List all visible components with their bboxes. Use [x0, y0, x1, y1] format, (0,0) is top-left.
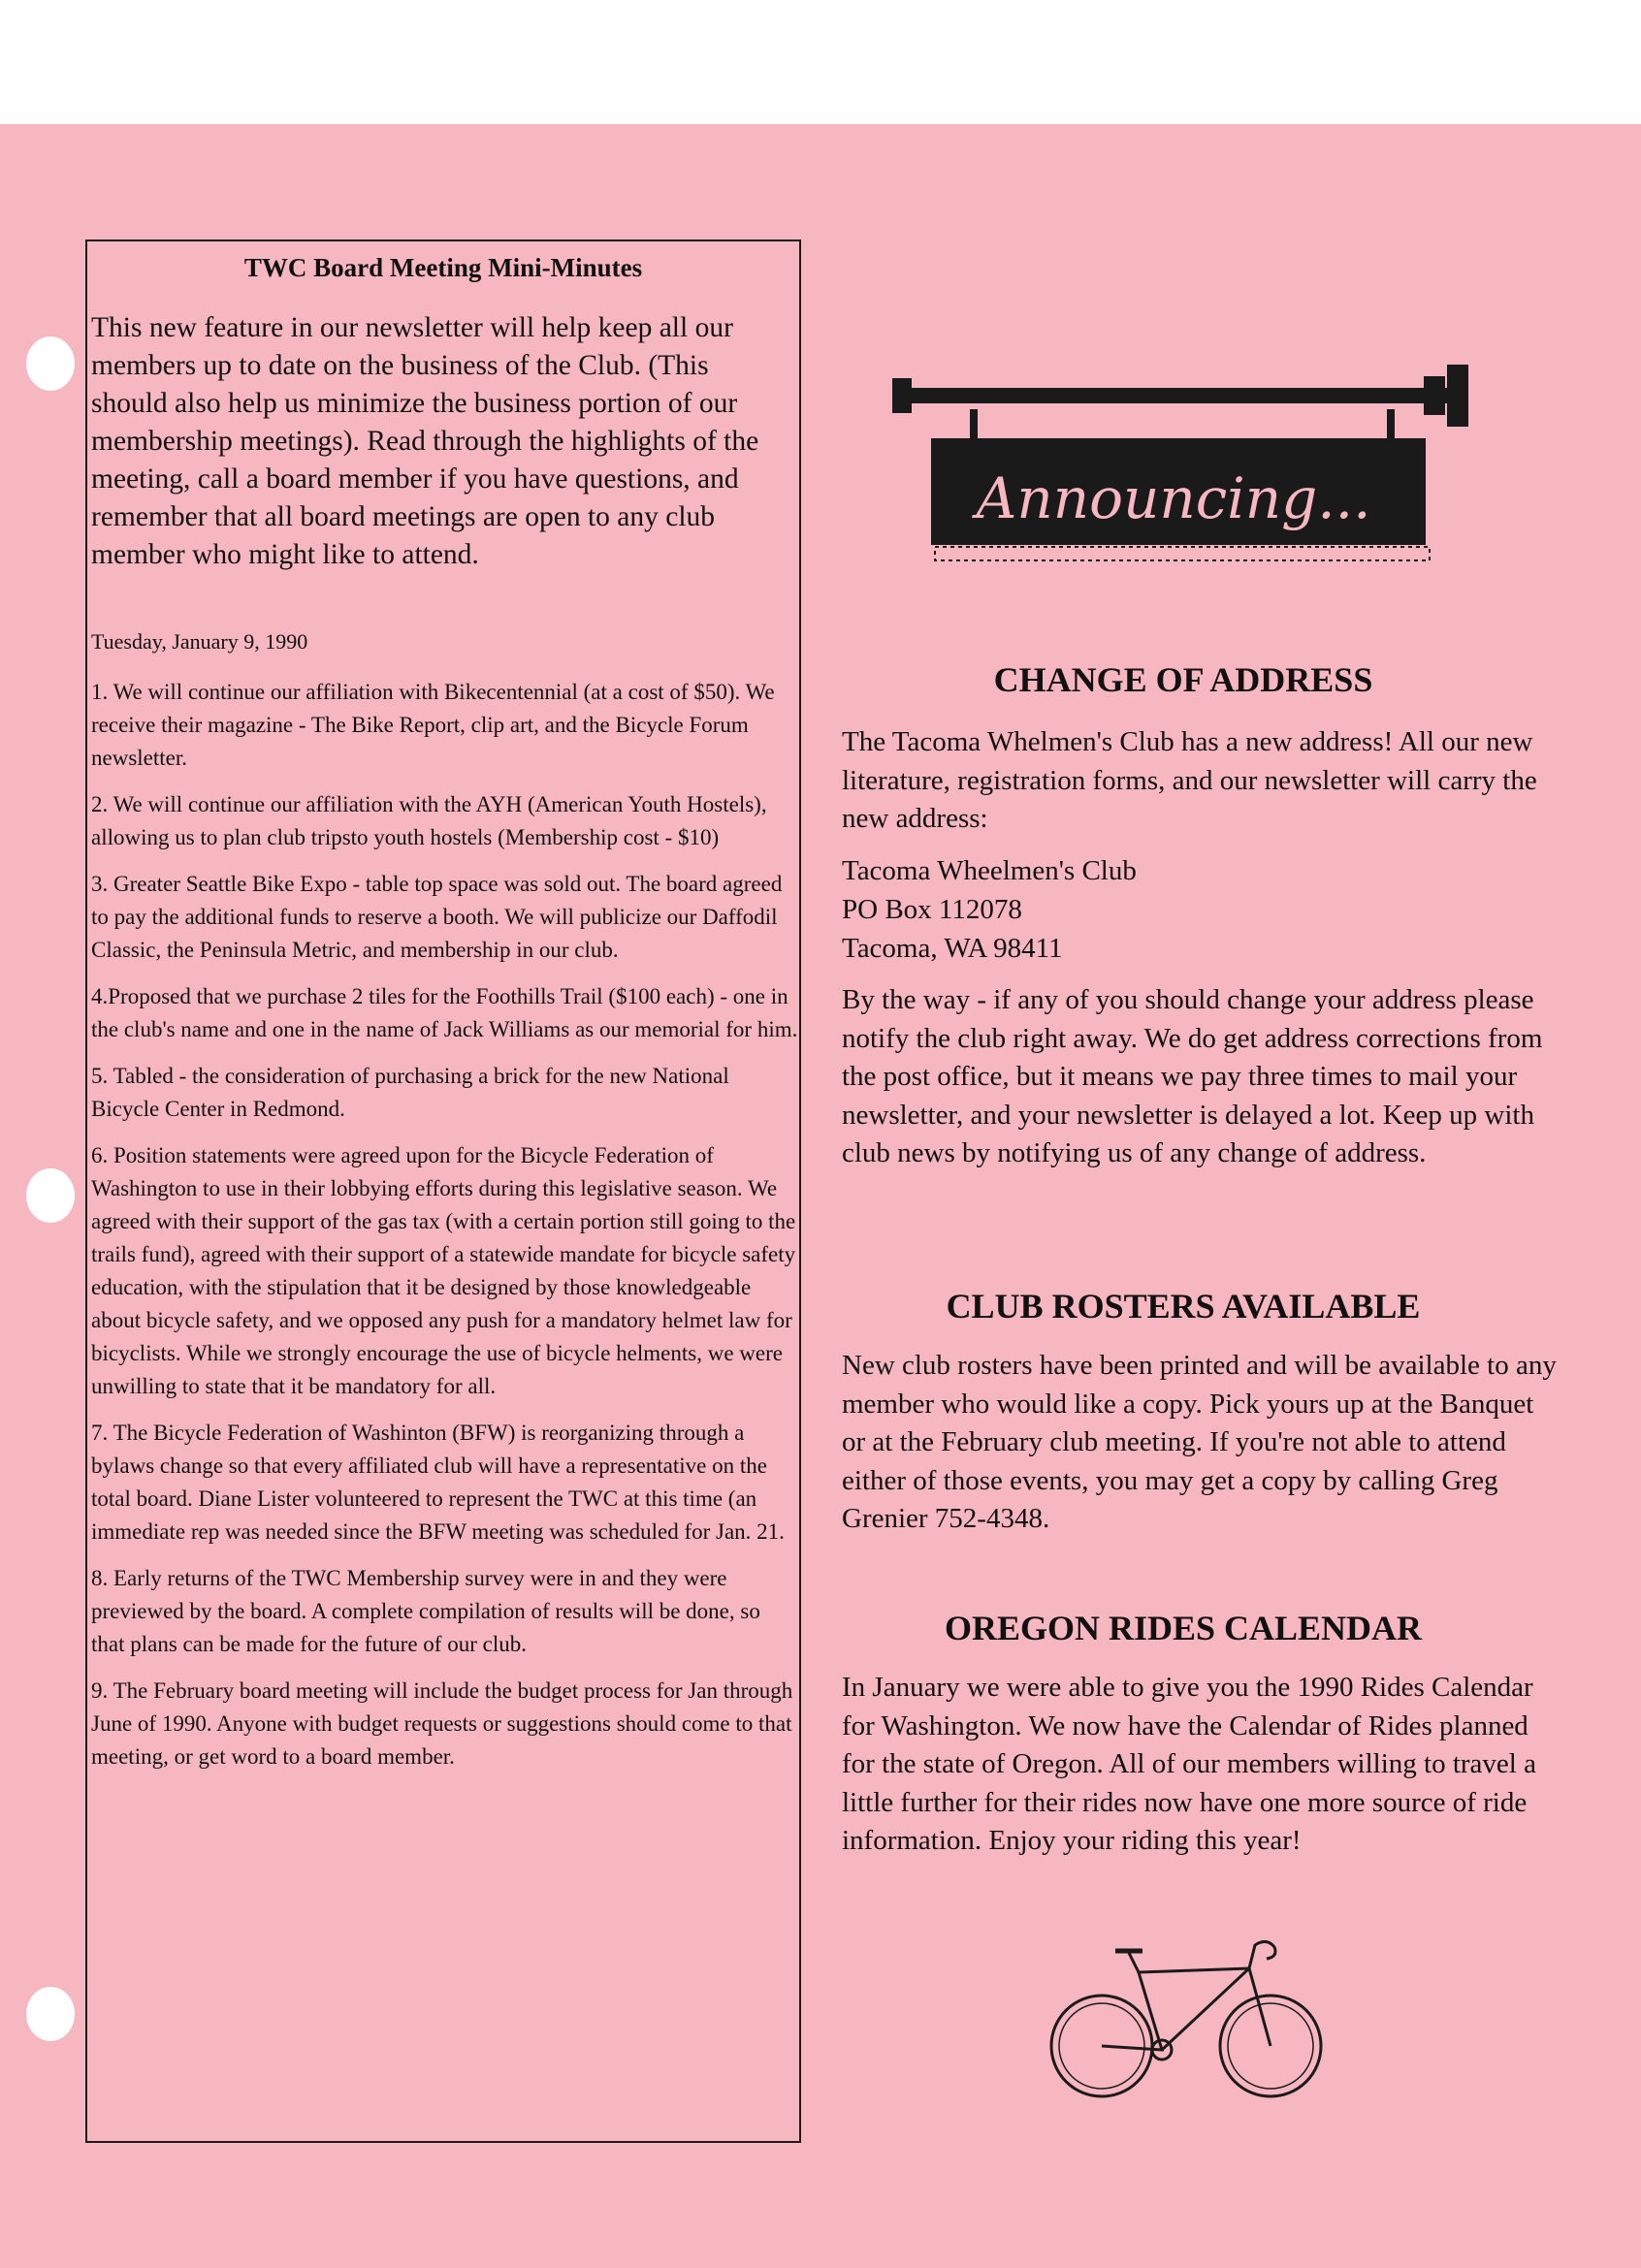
announcing-banner [892, 353, 1474, 586]
minutes-item: 6. Position statements were agreed upon for the Bicycle Federation of Washington to use in their lobbying efforts during this legislative season. We agreed with their support of the gas tax (with a certain portion still going to the trails fund), agreed with their support of a statewide mandate for bicycle safety education, with the stipulation that it be designed by those knowledgeable about bicycle safety, and we opposed any push for a mandatory helmet law for bicyclists. While we strongly encourage the use of bicycle helments, we were unwilling to state that it be mandatory for all. [91, 1143, 796, 1398]
bicycle-icon [1046, 1922, 1327, 2104]
minutes-item: 9. The February board meeting will include the budget process for Jan through June of 1990. Anyone with budget requests or suggestions should come to that meeting, or get word to a board member. [91, 1678, 793, 1769]
punch-hole [26, 1987, 75, 2041]
banner-text: Announcing... [976, 465, 1371, 531]
change-of-address-note: By the way - if any of you should change your address please notify the club right away. We do get address corrections from the post office, but it means we pay three times to mail your newsletter, and your newsletter is delayed a lot. Keep up with club news by notifying us of any change of address. [842, 984, 1543, 1168]
minutes-intro: This new feature in our newsletter will help keep all our members up to date on the business of the Club. (This should also help us minimize the business portion of our membership meetings). Read through the highlights of the meeting, call a board member if you have questions, and remember that all board meetings are open to any club member who might like to attend. [91, 312, 759, 570]
oregon-body: In January we were able to give you the 1990 Rides Calendar for Washington. We now have the Calendar of Rides planned for the state of Oregon. All of our members willing to travel a little further for their rides now have one more source of ride information. Enjoy your riding this year! [842, 1672, 1536, 1856]
change-of-address-title: CHANGE OF ADDRESS [993, 660, 1373, 699]
minutes-item: 5. Tabled - the consideration of purchasing a brick for the new National Bicycle Center in Redmond. [91, 1064, 729, 1121]
oregon-title: OREGON RIDES CALENDAR [944, 1609, 1423, 1647]
rosters-title: CLUB ROSTERS AVAILABLE [946, 1287, 1421, 1326]
punch-hole [26, 336, 75, 391]
minutes-item: 3. Greater Seattle Bike Expo - table top space was sold out. The board agreed to pay the additional funds to reserve a booth. We will publicize our Daffodil Classic, the Peninsula Metric, and membership in our club. [91, 872, 783, 962]
minutes-box [85, 240, 801, 2143]
rosters-body: New club rosters have been printed and will be available to any member who would like a copy. Pick yours up at the Banquet or at the February club meeting. If you're not able to attend either of those events, you may get a copy by calling Greg Grenier 752-4348. [842, 1350, 1557, 1534]
minutes-item: 4.Proposed that we purchase 2 tiles for the Foothills Trail ($100 each) - one in the club's name and one in the name of Jack Williams as our memorial for him. [91, 984, 798, 1041]
change-of-address-body: The Tacoma Whelmen's Club has a new address! All our new literature, registration forms, and our newsletter will carry the new address: [842, 726, 1537, 834]
meeting-date: Tuesday, January 9, 1990 [91, 629, 308, 654]
minutes-title: TWC Board Meeting Mini-Minutes [243, 253, 643, 282]
address-line: PO Box 112078 [842, 894, 1022, 925]
minutes-list [91, 676, 799, 1787]
minutes-item: 8. Early returns of the TWC Membership survey were in and they were previewed by the board. A complete compilation of results will be done, so that plans can be made for the future of our club. [91, 1566, 760, 1656]
minutes-item: 1. We will continue our affiliation with Bikecentennial (at a cost of $50). We receive their magazine - The Bike Report, clip art, and the Bicycle Forum newsletter. [91, 680, 775, 770]
minutes-item: 2. We will continue our affiliation with the AYH (American Youth Hostels), allowing us to plan club tripsto youth hostels (Membership cost - $10) [91, 792, 767, 849]
punch-hole [26, 1168, 75, 1223]
address-line: Tacoma Wheelmen's Club [842, 855, 1137, 886]
minutes-item: 7. The Bicycle Federation of Washinton (BFW) is reorganizing through a bylaws change so that every affiliated club will have a representative on the total board. Diane Lister volunteered to represent the TWC at this time (an immediate rep was needed since the BFW meeting was scheduled for Jan. 21. [91, 1421, 785, 1544]
club-address [842, 851, 1137, 968]
address-line: Tacoma, WA 98411 [842, 933, 1063, 964]
